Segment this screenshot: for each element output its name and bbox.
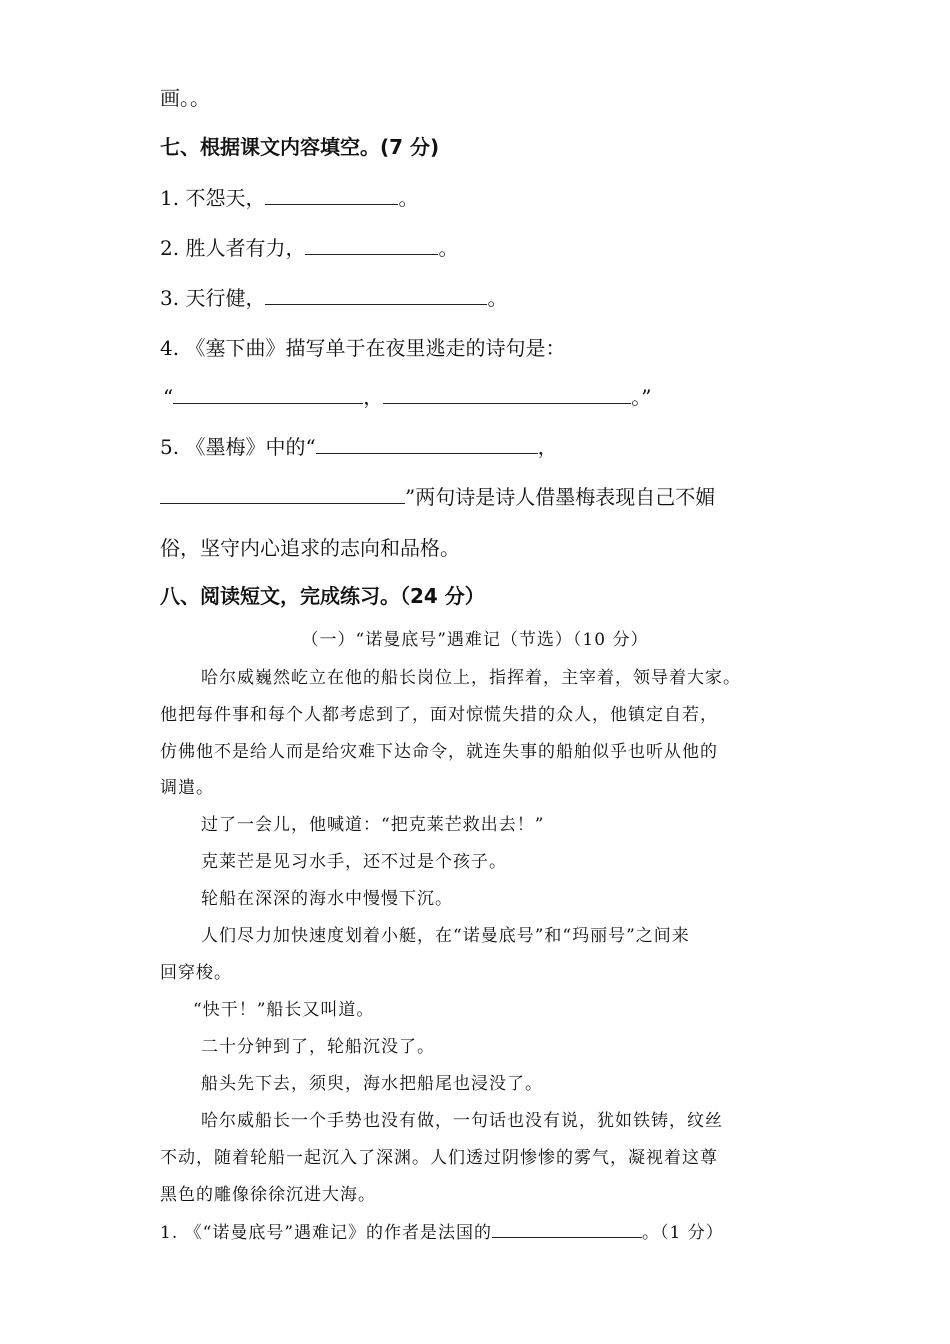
q4-close: 。” <box>631 385 652 409</box>
q3-answer-blank[interactable] <box>265 286 487 305</box>
fill-question-3 <box>160 284 507 312</box>
q4-open-quote: “ <box>163 385 174 409</box>
passage-line: 不动，随着轮船一起沉入了深渊。人们透过阴惨惨的雾气，凝视着这尊 <box>160 1148 718 1168</box>
q4-answer-blank-2[interactable] <box>383 385 631 404</box>
q2-prefix: 2. 胜人者有力， <box>160 236 306 260</box>
passage-line: 仿佛他不是给人而是给灾难下达命令，就连失事的船舶似乎也听从他的 <box>160 742 718 762</box>
q5-comma: ， <box>537 435 558 459</box>
section8-title: 八、阅读短文，完成练习。（24 分） <box>160 584 485 608</box>
fill-question-4: 4. 《塞下曲》描写单于在夜里逃走的诗句是： <box>160 336 566 360</box>
fill-question-5 <box>160 433 558 461</box>
passage-line: 克莱芒是见习水手，还不过是个孩子。 <box>201 852 507 872</box>
passage-line: 船头先下去，须臾，海水把船尾也浸没了。 <box>201 1074 543 1094</box>
fill-question-1 <box>160 184 418 212</box>
q3-prefix: 3. 天行健， <box>160 286 266 310</box>
fill-question-2 <box>160 234 458 262</box>
rq1-answer-blank[interactable] <box>492 1221 642 1238</box>
rq1-prefix: 1. 《“诺曼底号”遇难记》的作者是法国的 <box>160 1223 493 1243</box>
passage-line: 哈尔威巍然屹立在他的船长岗位上，指挥着，主宰着，领导着大家。 <box>201 668 741 688</box>
passage-line: 黑色的雕像徐徐沉进大海。 <box>160 1185 376 1205</box>
passage-title: （一）“诺曼底号”遇难记（节选）（10 分） <box>301 630 649 650</box>
q1-answer-blank[interactable] <box>265 186 398 205</box>
passage-line: 人们尽力加快速度划着小艇，在“诺曼底号”和“玛丽号”之间来 <box>201 926 690 946</box>
q5-prefix: 5. 《墨梅》中的“ <box>160 435 316 459</box>
fill-question-4-answer <box>163 383 651 411</box>
passage-line: 回穿梭。 <box>160 963 232 983</box>
fill-question-5-end: 俗，坚守内心追求的志向和品格。 <box>160 536 460 560</box>
rq1-suffix: 。（1 分） <box>642 1223 724 1243</box>
reading-question-1 <box>160 1221 724 1245</box>
passage-line: 调遣。 <box>160 778 214 798</box>
passage-line: 过了一会儿，他喊道：“把克莱芒救出去！” <box>201 815 545 835</box>
passage-line: 二十分钟到了，轮船沉没了。 <box>201 1037 435 1057</box>
fill-question-5-cont <box>160 483 715 511</box>
passage-line: 他把每件事和每个人都考虑到了，面对惊慌失措的众人，他镇定自若， <box>160 705 718 725</box>
q5-mid: ”两句诗是诗人借墨梅表现自己不媚 <box>405 485 716 509</box>
q5-answer-blank-2[interactable] <box>160 485 405 504</box>
q2-suffix: 。 <box>438 236 459 260</box>
top-line: 画。。 <box>160 86 210 110</box>
q4-comma: ， <box>363 385 384 409</box>
q5-answer-blank-1[interactable] <box>316 435 538 454</box>
q1-prefix: 1. 不怨天， <box>160 186 266 210</box>
q4-answer-blank-1[interactable] <box>173 385 363 404</box>
section7-title: 七、根据课文内容填空。(7 分) <box>160 135 440 159</box>
passage-line: 轮船在深深的海水中慢慢下沉。 <box>201 889 453 909</box>
q3-suffix: 。 <box>487 286 508 310</box>
passage-line: “快干！”船长又叫道。 <box>193 1000 375 1020</box>
passage-line: 哈尔威船长一个手势也没有做，一句话也没有说，犹如铁铸，纹丝 <box>201 1111 723 1131</box>
q1-suffix: 。 <box>398 186 419 210</box>
q2-answer-blank[interactable] <box>305 236 438 255</box>
